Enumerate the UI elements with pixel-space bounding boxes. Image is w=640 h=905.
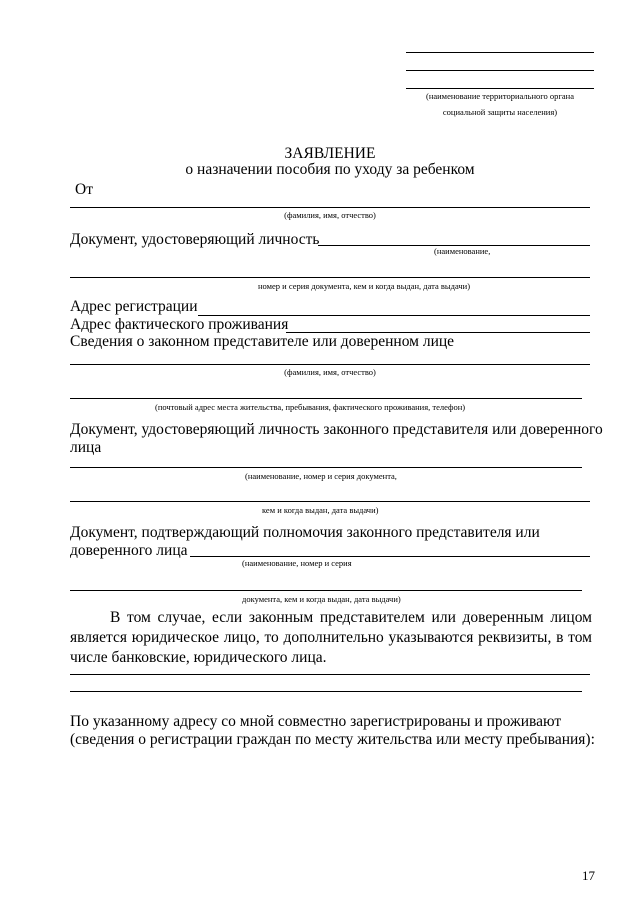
representative-id-doc-caption-1: (наименование, номер и серия документа, bbox=[245, 471, 397, 481]
authority-name-line-1[interactable] bbox=[406, 52, 594, 53]
representative-id-doc-caption-2: кем и когда выдан, дата выдачи) bbox=[262, 505, 379, 515]
authority-doc-caption-2: документа, кем и когда выдан, дата выдачи) bbox=[242, 594, 401, 604]
document-title: ЗАЯВЛЕНИЕ bbox=[284, 145, 376, 162]
representative-name-caption: (фамилия, имя, отчество) bbox=[284, 367, 376, 377]
applicant-name-line[interactable] bbox=[70, 207, 590, 208]
legal-entity-note: В том случае, если законным представителем или доверенным лицом является юридическое лицо, то дополнительно указываются реквизиты, в том числе банковские, юридического лица. bbox=[70, 609, 592, 666]
authority-doc-label-1: Документ, подтверждающий полномочия законного представителя или bbox=[70, 524, 540, 541]
residence-address-label: Адрес фактического проживания bbox=[70, 316, 289, 333]
authority-caption-2: социальной защиты населения) bbox=[442, 107, 558, 117]
representative-heading: Сведения о законном представителе или доверенном лице bbox=[70, 333, 455, 350]
authority-name-line-3[interactable] bbox=[406, 88, 594, 89]
representative-name-line[interactable] bbox=[70, 364, 590, 365]
legal-entity-details-line-1[interactable] bbox=[70, 674, 590, 675]
representative-id-doc-line-2[interactable] bbox=[70, 501, 590, 502]
authority-doc-line-2[interactable] bbox=[70, 590, 582, 591]
from-label: От bbox=[75, 181, 93, 198]
identity-document-caption-2: номер и серия документа, кем и когда выдан, дата выдачи) bbox=[258, 281, 471, 291]
authority-name-line-2[interactable] bbox=[406, 70, 594, 71]
authority-caption-1: (наименование территориального органа bbox=[425, 91, 574, 101]
identity-document-caption-right: (наименование, bbox=[434, 246, 491, 256]
cohabitants-text-2: (сведения о регистрации граждан по месту жительства или месту пребывания): bbox=[70, 731, 595, 748]
representative-id-doc-label-2: лица bbox=[70, 439, 102, 456]
page-number: 17 bbox=[582, 868, 595, 883]
representative-contact-caption: (почтовый адрес места жительства, пребывания, фактического проживания, телефон) bbox=[155, 402, 466, 412]
representative-id-doc-label-1: Документ, удостоверяющий личность законного представителя или доверенного bbox=[70, 421, 603, 438]
registration-address-label: Адрес регистрации bbox=[70, 298, 198, 315]
identity-document-line-2[interactable] bbox=[70, 277, 590, 278]
authority-doc-caption-1: (наименование, номер и серия bbox=[242, 558, 352, 568]
authority-doc-label-2: доверенного лица bbox=[70, 542, 188, 559]
identity-document-label: Документ, удостоверяющий личность bbox=[70, 231, 320, 248]
authority-doc-line-1[interactable] bbox=[190, 556, 590, 557]
representative-contact-line[interactable] bbox=[70, 398, 582, 399]
representative-id-doc-line-1[interactable] bbox=[70, 467, 582, 468]
document-subtitle: о назначении пособия по уходу за ребенком bbox=[185, 161, 475, 178]
applicant-name-caption: (фамилия, имя, отчество) bbox=[284, 210, 376, 220]
legal-entity-details-line-2[interactable] bbox=[70, 691, 582, 692]
cohabitants-text-1: По указанному адресу со мной совместно зарегистрированы и проживают bbox=[70, 713, 562, 730]
